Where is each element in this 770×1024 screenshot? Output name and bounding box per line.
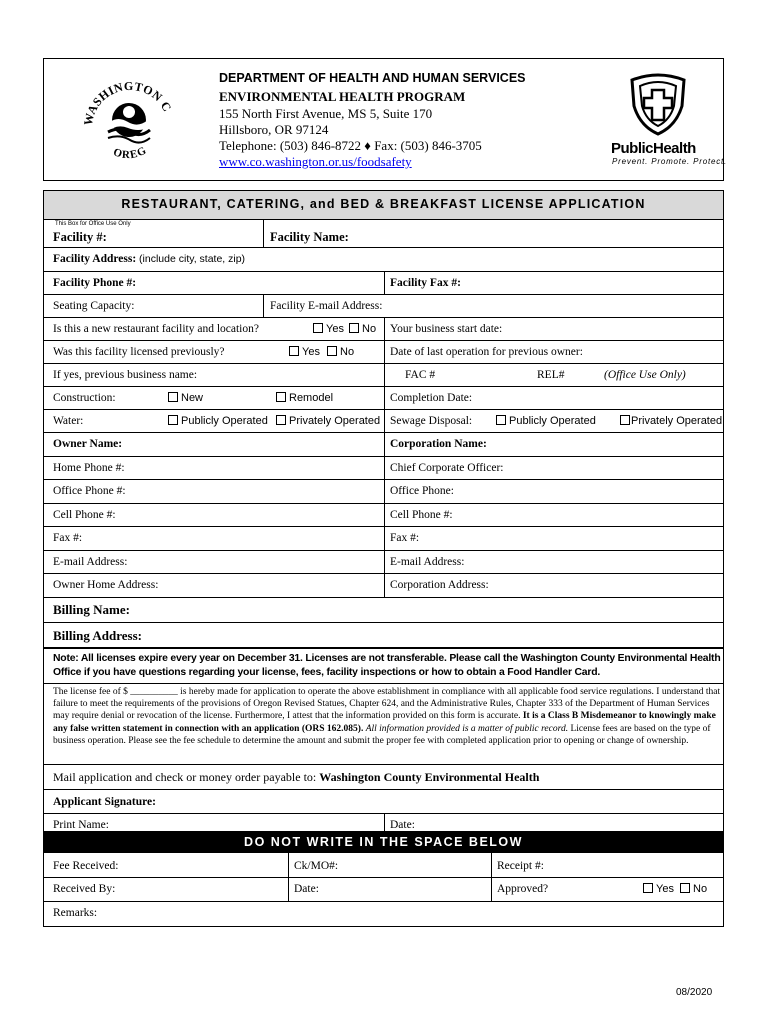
program-title: ENVIRONMENTAL HEALTH PROGRAM — [219, 89, 466, 104]
mail-to-label: Mail application and check or money order payable to: — [53, 770, 317, 784]
checkbox-icon — [276, 415, 286, 425]
row-divider — [43, 503, 724, 504]
owner-cell-phone-label: Cell Phone #: — [53, 509, 116, 521]
legal-misdemeanor-warning: It is a Class B Misdemeanor to knowingly make any false written statement in connection with an application (ORS 162.085). — [53, 711, 716, 734]
checkbox-icon — [327, 346, 337, 356]
legal-statement — [53, 686, 721, 747]
sewage-public-checkbox[interactable] — [496, 415, 596, 427]
legal-paragraph-2: License fees are based on the type of business operation. Please see the fee schedule to determine the amount and submit the proper fee with completed application prior to opening or change of ownership. — [53, 723, 711, 746]
approved-yes-checkbox[interactable] — [643, 883, 674, 895]
home-phone-label: Home Phone #: — [53, 462, 125, 474]
completion-date-label: Completion Date: — [390, 392, 473, 404]
divider — [263, 294, 264, 317]
facility-fax-label: Facility Fax #: — [390, 277, 461, 289]
licensed-previously-question: Was this facility licensed previously? — [53, 346, 225, 358]
form-title: RESTAURANT, CATERING, and BED & BREAKFAST LICENSE APPLICATION — [121, 197, 646, 211]
row-divider — [43, 622, 724, 623]
owner-fax-label: Fax #: — [53, 532, 83, 544]
option-label: New — [181, 392, 204, 404]
water-label: Water: — [53, 415, 84, 427]
office-date-label: Date: — [294, 883, 319, 895]
office-use-note: This Box for Office Use Only — [55, 221, 131, 227]
row-divider — [43, 789, 724, 790]
website-link[interactable]: www.co.washington.or.us/foodsafety — [219, 154, 412, 169]
print-name-label: Print Name: — [53, 819, 109, 831]
row-divider — [43, 877, 724, 878]
sewage-label: Sewage Disposal: — [390, 415, 473, 427]
corp-cell-phone-label: Cell Phone #: — [390, 509, 453, 521]
fee-received-label: Fee Received: — [53, 860, 119, 872]
do-not-write-label: DO NOT WRITE IN THE SPACE BELOW — [244, 835, 523, 849]
washington-county-seal — [78, 68, 178, 168]
approved-label: Approved? — [497, 883, 549, 895]
checkbox-icon — [620, 415, 630, 425]
corp-office-phone-label: Office Phone: — [390, 485, 454, 497]
row-divider — [43, 597, 724, 598]
billing-address-label: Billing Address: — [53, 628, 142, 643]
public-health-logo-text: PublicHealth — [611, 140, 696, 157]
sewage-private-checkbox[interactable] — [620, 415, 722, 427]
row-divider — [43, 573, 724, 574]
licensed-prev-yes-checkbox[interactable] — [289, 346, 320, 358]
option-label: No — [340, 346, 355, 358]
row-divider — [43, 363, 724, 364]
row-divider — [43, 247, 724, 248]
address-line-1: 155 North First Avenue, MS 5, Suite 170 — [219, 106, 433, 121]
option-label: No — [362, 323, 377, 335]
facility-name-label: Facility Name: — [270, 230, 349, 244]
facility-phone-label: Facility Phone #: — [53, 277, 137, 289]
fac-number-label: FAC # — [405, 369, 436, 381]
applicant-signature-label: Applicant Signature: — [53, 796, 156, 808]
last-operation-date-label: Date of last operation for previous owner: — [390, 346, 583, 358]
option-label: Privately Operated — [289, 415, 381, 427]
licensed-prev-no-checkbox[interactable] — [327, 346, 354, 358]
row-divider — [43, 647, 724, 649]
row-divider — [43, 409, 724, 410]
construction-remodel-checkbox[interactable] — [276, 392, 333, 404]
water-private-checkbox[interactable] — [276, 415, 380, 427]
facility-address-hint: (include city, state, zip) — [139, 253, 246, 265]
corporation-name-label: Corporation Name: — [390, 438, 487, 450]
row-divider — [43, 294, 724, 295]
applicant-date-label: Date: — [390, 819, 415, 831]
checkbox-icon — [168, 415, 178, 425]
checkbox-icon — [313, 323, 323, 333]
owner-office-phone-label: Office Phone #: — [53, 485, 126, 497]
construction-new-checkbox[interactable] — [168, 392, 203, 404]
corporation-address-label: Corporation Address: — [390, 579, 489, 591]
checkbox-icon — [680, 883, 690, 893]
row-divider — [43, 386, 724, 387]
divider — [384, 813, 385, 831]
mail-payee: Washington County Environmental Health — [319, 770, 540, 784]
checkbox-icon — [496, 415, 506, 425]
option-label: Remodel — [289, 392, 334, 404]
rel-number-label: REL# — [537, 369, 565, 381]
checkbox-icon — [289, 346, 299, 356]
receipt-label: Receipt #: — [497, 860, 544, 872]
ck-mo-label: Ck/MO#: — [294, 860, 339, 872]
row-divider — [43, 764, 724, 765]
option-label: Yes — [302, 346, 320, 358]
row-divider — [43, 340, 724, 341]
owner-home-address-label: Owner Home Address: — [53, 579, 159, 591]
public-health-tagline: Prevent. Promote. Protect. — [612, 157, 728, 166]
option-label: Privately Operated — [631, 415, 723, 427]
corp-fax-label: Fax #: — [390, 532, 420, 544]
row-divider — [43, 526, 724, 527]
checkbox-icon — [349, 323, 359, 333]
phone-fax-line: Telephone: (503) 846-8722 ♦ Fax: (503) 846-3705 — [219, 138, 482, 153]
row-divider — [43, 683, 724, 684]
seal-top-text: WASHINGTON C — [80, 78, 175, 127]
construction-label: Construction: — [53, 392, 116, 404]
mail-to-line — [53, 770, 539, 785]
start-date-label: Your business start date: — [390, 323, 503, 335]
office-use-only-label: (Office Use Only) — [604, 369, 686, 381]
option-label: Yes — [326, 323, 344, 335]
legal-public-record: All information provided is a matter of public record. — [365, 723, 569, 734]
row-divider — [43, 479, 724, 480]
facility-email-label: Facility E-mail Address: — [270, 300, 383, 312]
new-facility-no-checkbox[interactable] — [349, 323, 376, 335]
address-line-2: Hillsboro, OR 97124 — [219, 122, 329, 137]
owner-email-label: E-mail Address: — [53, 556, 128, 568]
option-label: No — [693, 883, 708, 895]
license-note: Note: All licenses expire every year on December 31. Licenses are not transferable. Please call the Washington County Environmental Health Office if you have questions regarding your license, fees, facility inspections or how to obtain a Food Handler Card. — [53, 653, 721, 678]
legal-paragraph-1: The license fee of $ __________ is hereby made for application to operate the above establishment in compliance with all applicable food service regulations. I understand that failure to meet the requirements of the provisions of Oregon Revised Statues, Chapter 624, and the Administrative Rules, Chapter 333 of the Department of Human Services may require denial or revocation of the license. Furthermore, I attest that the information provided on this form is accurate. — [53, 687, 721, 722]
approved-no-checkbox[interactable] — [680, 883, 707, 895]
divider — [384, 271, 385, 294]
checkbox-icon — [276, 392, 286, 402]
seating-capacity-label: Seating Capacity: — [53, 300, 135, 312]
divider — [263, 219, 264, 247]
public-health-shield-icon — [626, 72, 690, 138]
option-label: Yes — [656, 883, 674, 895]
chief-officer-label: Chief Corporate Officer: — [390, 462, 504, 474]
row-divider — [43, 456, 724, 457]
facility-address-label: Facility Address: — [53, 253, 137, 265]
option-label: Publicly Operated — [509, 415, 596, 427]
row-divider — [43, 901, 724, 902]
facility-address-field[interactable] — [53, 253, 245, 265]
water-public-checkbox[interactable] — [168, 415, 268, 427]
seal-bottom-text: OREG — [111, 144, 149, 162]
department-title: DEPARTMENT OF HEALTH AND HUMAN SERVICES — [219, 71, 526, 85]
owner-name-label: Owner Name: — [53, 438, 123, 450]
previous-business-label: If yes, previous business name: — [53, 369, 198, 381]
facility-number-label: Facility #: — [53, 230, 107, 244]
remarks-label: Remarks: — [53, 907, 98, 919]
checkbox-icon — [643, 883, 653, 893]
billing-name-label: Billing Name: — [53, 602, 130, 617]
corp-email-label: E-mail Address: — [390, 556, 465, 568]
received-by-label: Received By: — [53, 883, 116, 895]
checkbox-icon — [168, 392, 178, 402]
new-facility-question: Is this a new restaurant facility and location? — [53, 323, 259, 335]
option-label: Publicly Operated — [181, 415, 268, 427]
form-revision-date: 08/2020 — [676, 987, 713, 998]
new-facility-yes-checkbox[interactable] — [313, 323, 344, 335]
row-divider — [43, 550, 724, 551]
